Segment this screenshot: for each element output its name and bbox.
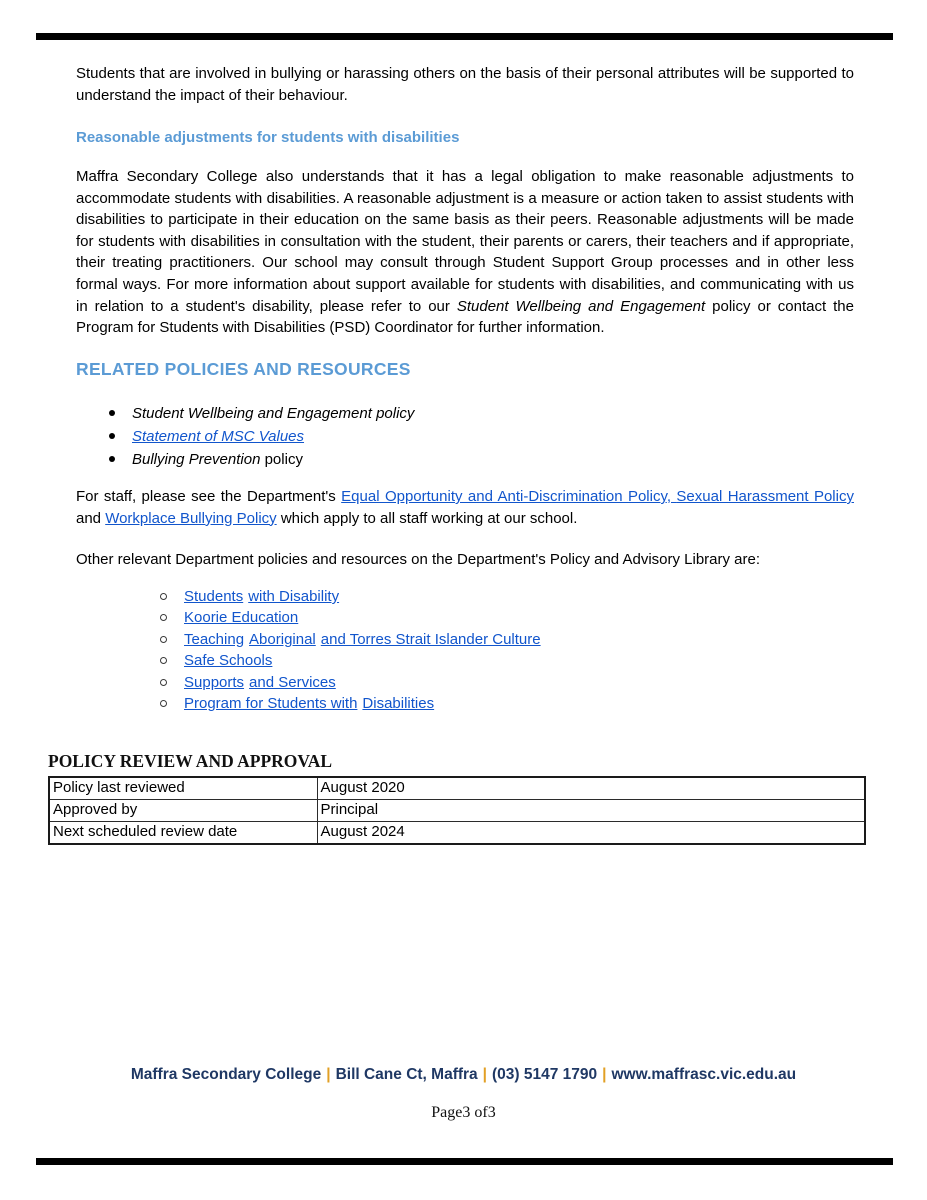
footer-separator: | (326, 1066, 331, 1083)
table-cell-label: Policy last reviewed (49, 777, 317, 800)
policy-review-heading: POLICY REVIEW AND APPROVAL (48, 751, 333, 771)
school-website: www.maffrasc.vic.edu.au (611, 1066, 797, 1083)
table-row (49, 822, 865, 845)
school-address: Bill Cane Ct, Maffra (335, 1066, 478, 1083)
intro-paragraph: Students that are involved in bullying or harassing others on the basis of their personal attributes will be supported to understand the impact of their behaviour. (76, 65, 854, 104)
equal-opportunity-policy-link[interactable]: Equal Opportunity and Anti-Discrimination Policy (341, 488, 667, 505)
related-policies-list (76, 402, 854, 472)
page-number: Page3 of3 (431, 1104, 496, 1121)
reasonable-adjustments-paragraph (76, 166, 854, 339)
table-cell-value: August 2020 (317, 777, 865, 800)
policy-review-table (48, 776, 866, 845)
department-links-list (76, 586, 854, 714)
table-row (49, 777, 865, 800)
list-item (76, 402, 854, 425)
circle-bullet-icon (160, 657, 167, 664)
paragraph-text: Maffra Secondary College also understands that it has a legal obligation to make reasonable adjustments to accommodate students with disabilities. A reasonable adjustment is a measure or action taken to assist students with disabilities to participate in their education on the same basis as their peers. Reasonable adjustments will be made for students with disabilities in consultation with the student, their parents or carers, their teachers and if appropriate, their treating practitioners. Our school may consult through Student Support Group processes and in other less formal ways. For more information about support available for students with disabilities, and communicating with us in relation to a student's disability, please refer to our (76, 168, 854, 315)
program-students-disabilities-link[interactable]: Program for Students with (184, 695, 358, 713)
list-item-text: Student Wellbeing and Engagement policy (132, 405, 415, 422)
bullet-icon (109, 433, 115, 439)
list-item (76, 425, 854, 448)
sexual-harassment-policy-link[interactable]: Sexual Harassment Policy (676, 488, 854, 505)
circle-bullet-icon (160, 700, 167, 707)
paragraph-text: which apply to all staff working at our school. (276, 509, 578, 527)
footer (0, 1066, 927, 1084)
list-item (76, 650, 854, 671)
list-item (76, 586, 854, 607)
related-policies-heading: RELATED POLICIES AND RESOURCES (76, 359, 411, 379)
circle-bullet-icon (160, 614, 167, 621)
circle-bullet-icon (160, 636, 167, 643)
paragraph-text: and (76, 509, 106, 527)
table-cell-value: August 2024 (317, 822, 865, 845)
teaching-aboriginal-culture-link[interactable]: and Torres Strait Islander Culture (320, 630, 541, 648)
footer-separator: | (482, 1066, 488, 1083)
link-separator: , (666, 488, 677, 505)
footer-separator: | (602, 1066, 607, 1083)
circle-bullet-icon (160, 593, 167, 600)
policy-name-italic: Student Wellbeing and Engagement (456, 297, 706, 315)
list-item (76, 693, 854, 714)
supports-and-services-link[interactable]: Supports (184, 673, 245, 691)
bullet-icon (109, 410, 115, 416)
circle-bullet-icon (160, 679, 167, 686)
bottom-rule (36, 1158, 893, 1165)
teaching-aboriginal-culture-link[interactable]: Teaching (184, 630, 245, 648)
list-item (76, 448, 854, 471)
paragraph-text: policy or contact the Program for Students with Disabilities (PSD) Coordinator for further information. (76, 297, 854, 337)
table-cell-label: Next scheduled review date (49, 822, 317, 845)
policy-review-section (48, 751, 866, 845)
list-item (76, 629, 854, 650)
list-item-text: policy (260, 451, 303, 469)
students-with-disability-link[interactable]: with Disability (248, 588, 340, 605)
table-cell-value: Principal (317, 800, 865, 822)
list-item (76, 607, 854, 628)
program-students-disabilities-link[interactable]: Disabilities (362, 695, 435, 713)
table-cell-label: Approved by (49, 800, 317, 822)
other-policies-intro: Other relevant Department policies and resources on the Department's Policy and Advisory Library are: (76, 551, 761, 568)
supports-and-services-link[interactable]: and Services (249, 673, 336, 691)
school-name: Maffra Secondary College (130, 1066, 322, 1083)
safe-schools-link[interactable]: Safe Schools (184, 652, 273, 670)
staff-policies-paragraph (76, 486, 854, 529)
list-item (76, 672, 854, 693)
statement-of-msc-values-link[interactable]: Statement of MSC Values (132, 428, 305, 446)
bullet-icon (109, 456, 115, 462)
list-item-text: Bullying Prevention (132, 451, 261, 469)
students-with-disability-link[interactable]: Students (184, 588, 244, 605)
reasonable-adjustments-heading: Reasonable adjustments for students with disabilities (76, 129, 460, 146)
teaching-aboriginal-culture-link[interactable]: Aboriginal (249, 630, 316, 648)
workplace-bullying-policy-link[interactable]: Workplace Bullying Policy (105, 509, 277, 527)
school-phone: (03) 5147 1790 (492, 1066, 598, 1083)
paragraph-text: For staff, please see the Department's (76, 488, 342, 505)
table-row (49, 800, 865, 822)
koorie-education-link[interactable]: Koorie Education (184, 609, 299, 627)
top-rule (36, 33, 893, 40)
